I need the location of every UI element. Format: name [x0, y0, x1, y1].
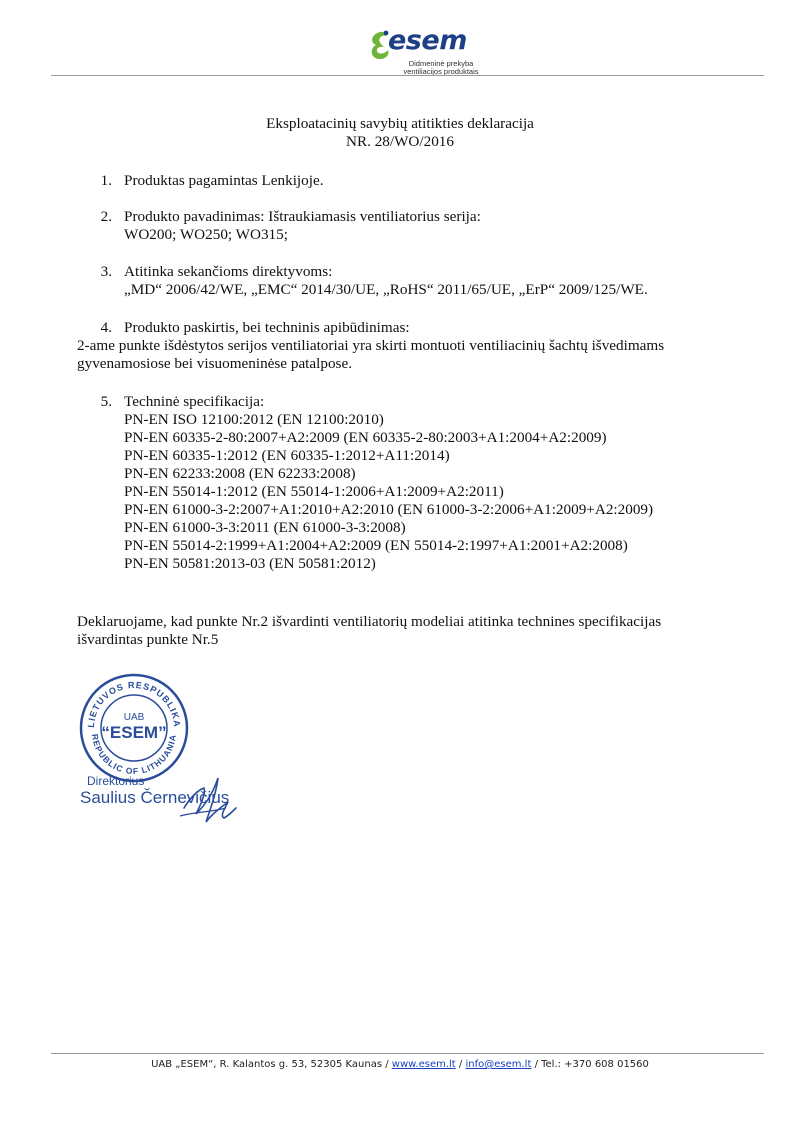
spec-line: PN-EN 60335-1:2012 (EN 60335-1:2012+A11:2014)	[124, 447, 450, 464]
footer-phone: / Tel.: +370 608 01560	[534, 1059, 649, 1070]
signer-name: Saulius Černevičius	[80, 788, 230, 807]
logo-wordmark: esem	[388, 25, 467, 56]
item-4-paragraph-line-1: 2-ame punkte išdėstytos serijos ventiliatoriai yra skirti montuoti ventiliacinių šachtų išvedimams	[77, 337, 665, 354]
document-number: NR. 28/WO/2016	[346, 133, 454, 150]
spec-line: PN-EN ISO 12100:2012 (EN 12100:2010)	[124, 411, 384, 428]
spec-line: PN-EN 55014-1:2012 (EN 55014-1:2006+A1:2009+A2:2011)	[124, 483, 504, 500]
item-3-directives: „MD“ 2006/42/WE, „EMC“ 2014/30/UE, „RoHS“ 2011/65/UE, „ErP“ 2009/125/WE.	[124, 281, 648, 298]
footer-separator: /	[458, 1059, 463, 1070]
item-2-models: WO200; WO250; WO315;	[124, 226, 288, 243]
item-4-paragraph-line-2: gyvenamosiose bei visuomeninėse patalpose.	[77, 355, 352, 372]
item-5-text: Techninė specifikacija:	[124, 393, 265, 410]
company-stamp	[78, 672, 190, 784]
item-2-text: Produkto pavadinimas: Ištraukiamasis ventiliatorius serija:	[124, 208, 481, 225]
declaration-line-2: išvardintas punkte Nr.5	[77, 631, 219, 648]
spec-line: PN-EN 50581:2013-03 (EN 50581:2012)	[124, 555, 376, 572]
footer	[0, 1059, 800, 1070]
item-4-text: Produkto paskirtis, bei techninis apibūdinimas:	[124, 319, 410, 336]
spec-line: PN-EN 61000-3-3:2011 (EN 61000-3-3:2008)	[124, 519, 406, 536]
stamp-ring-bottom: REPUBLIC OF LITHUANIA	[89, 733, 179, 777]
logo-tagline-1: Didmeninė prekyba	[408, 59, 474, 68]
footer-website-link[interactable]: www.esem.lt	[391, 1059, 456, 1070]
item-4-number: 4.	[100, 319, 112, 336]
spec-line: PN-EN 55014-2:1999+A1:2004+A2:2009 (EN 55014-2:1997+A1:2001+A2:2008)	[124, 537, 628, 554]
item-1-text: Produktas pagamintas Lenkijoje.	[124, 172, 324, 189]
footer-email-link[interactable]: info@esem.lt	[465, 1059, 532, 1070]
logo-tagline-2: ventiliacijos produktais	[403, 67, 479, 76]
item-2-number: 2.	[100, 208, 112, 225]
spec-line: PN-EN 61000-3-2:2007+A1:2010+A2:2010 (EN 61000-3-2:2006+A1:2009+A2:2009)	[124, 501, 654, 518]
item-3-text: Atitinka sekančioms direktyvoms:	[124, 263, 333, 280]
stamp-ring-top: LIETUVOS RESPUBLIKA	[85, 679, 183, 729]
document-title: Eksploatacinių savybių atitikties deklaracija	[266, 115, 534, 132]
footer-address: UAB „ESEM“, R. Kalantos g. 53, 52305 Kaunas /	[151, 1059, 389, 1070]
spec-line: PN-EN 60335-2-80:2007+A2:2009 (EN 60335-2-80:2003+A1:2004+A2:2009)	[124, 429, 607, 446]
declaration-line-1: Deklaruojame, kad punkte Nr.2 išvardinti ventiliatorių modeliai atitinka technines specifikacijas	[77, 613, 662, 630]
item-5-number: 5.	[100, 393, 112, 410]
footer-divider	[51, 1053, 764, 1054]
item-1-number: 1.	[100, 172, 112, 189]
header-divider	[51, 75, 764, 76]
item-3-number: 3.	[100, 263, 112, 280]
handwritten-signature	[176, 768, 238, 828]
stamp-center-line-2: “ESEM”	[101, 723, 167, 742]
spec-line: PN-EN 62233:2008 (EN 62233:2008)	[124, 465, 356, 482]
signer-title: Direktorius	[87, 774, 145, 788]
stamp-center-line-1: UAB	[123, 712, 145, 723]
leaf-mark-icon	[372, 31, 389, 60]
